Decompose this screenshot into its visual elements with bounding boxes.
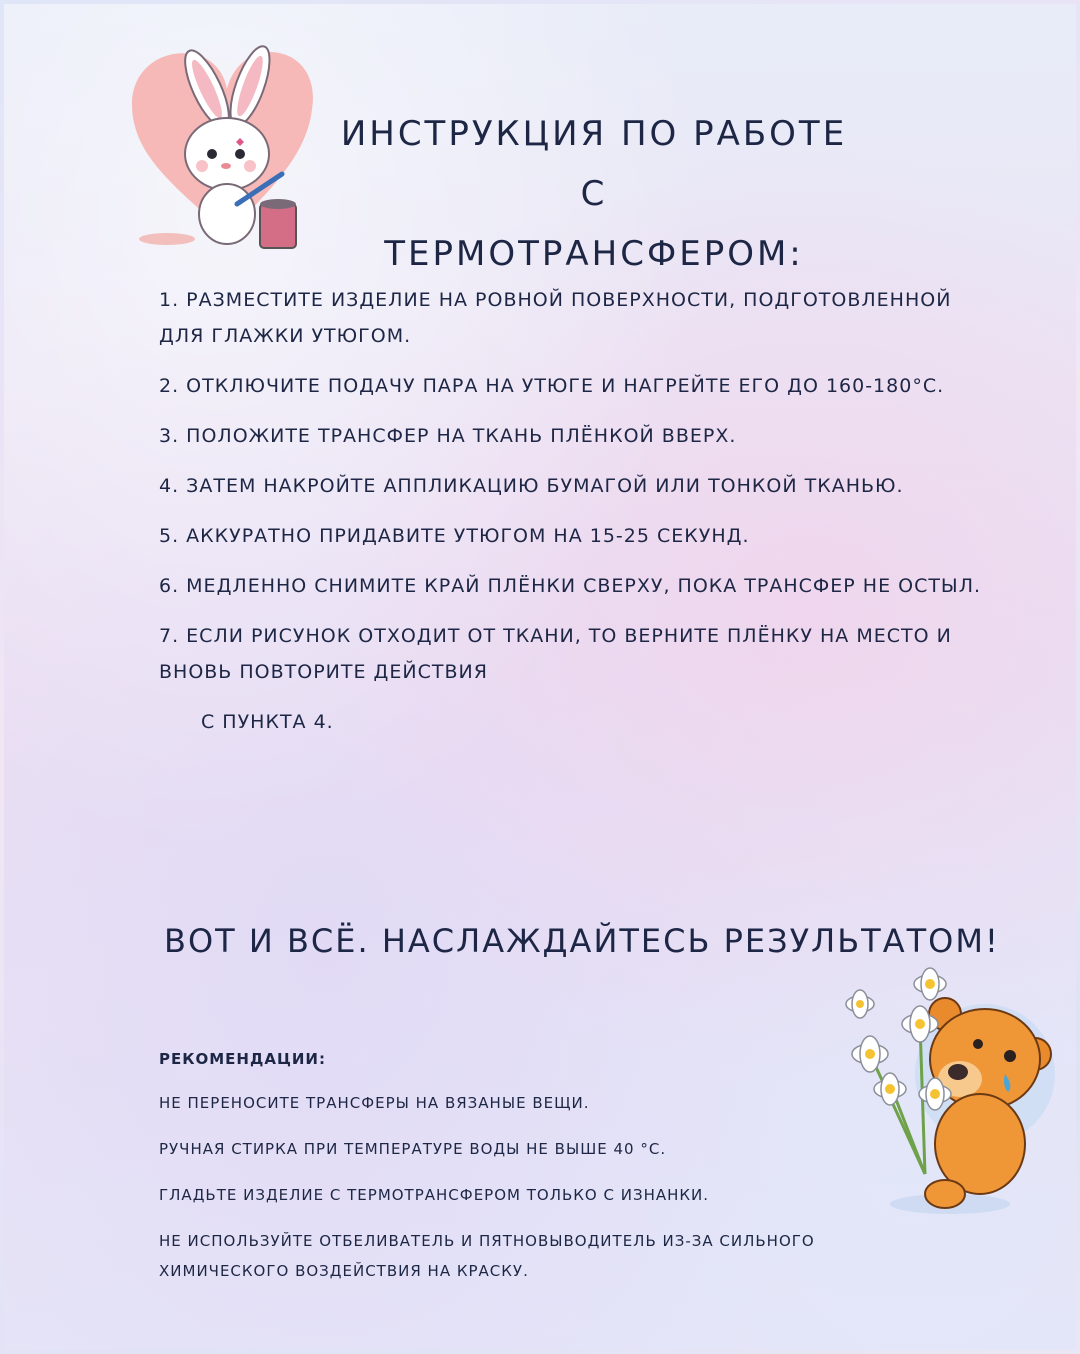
- step-5: 5. АККУРАТНО ПРИДАВИТЕ УТЮГОМ НА 15-25 СЕКУНД.: [159, 525, 750, 547]
- instruction-steps: [159, 282, 999, 754]
- recommendation-item: ГЛАДЬТЕ ИЗДЕЛИЕ С ТЕРМОТРАНСФЕРОМ ТОЛЬКО С ИЗНАНКИ.: [159, 1186, 710, 1204]
- instruction-card: [4, 4, 1076, 1350]
- step-3: 3. ПОЛОЖИТЕ ТРАНСФЕР НА ТКАНЬ ПЛЁНКОЙ ВВЕРХ.: [159, 425, 737, 447]
- title-line-1: ИНСТРУКЦИЯ ПО РАБОТЕ С: [340, 114, 848, 214]
- recommendation-item: НЕ ИСПОЛЬЗУЙТЕ ОТБЕЛИВАТЕЛЬ И ПЯТНОВЫВОДИТЕЛЬ ИЗ-ЗА СИЛЬНОГО ХИМИЧЕСКОГО ВОЗДЕЙСТВИЯ НА КРАСКУ.: [159, 1232, 815, 1280]
- finale-heading: ВОТ И ВСЁ. НАСЛАЖДАЙТЕСЬ РЕЗУЛЬТАТОМ!: [164, 922, 1000, 960]
- recommendation-item: НЕ ПЕРЕНОСИТЕ ТРАНСФЕРЫ НА ВЯЗАНЫЕ ВЕЩИ.: [159, 1094, 590, 1112]
- title-line-2: ТЕРМОТРАНСФЕРОМ:: [384, 234, 804, 274]
- step-1: 1. РАЗМЕСТИТЕ ИЗДЕЛИЕ НА РОВНОЙ ПОВЕРХНОСТИ, ПОДГОТОВЛЕННОЙ ДЛЯ ГЛАЖКИ УТЮГОМ.: [159, 289, 952, 347]
- step-7-continuation: С ПУНКТА 4.: [201, 711, 334, 733]
- step-4: 4. ЗАТЕМ НАКРОЙТЕ АППЛИКАЦИЮ БУМАГОЙ ИЛИ ТОНКОЙ ТКАНЬЮ.: [159, 475, 904, 497]
- recommendations-heading: РЕКОМЕНДАЦИИ:: [159, 1050, 326, 1068]
- bear-illustration: [810, 964, 1060, 1224]
- page-title: [334, 104, 854, 284]
- recommendation-item: РУЧНАЯ СТИРКА ПРИ ТЕМПЕРАТУРЕ ВОДЫ НЕ ВЫШЕ 40 °С.: [159, 1140, 667, 1158]
- step-2: 2. ОТКЛЮЧИТЕ ПОДАЧУ ПАРА НА УТЮГЕ И НАГРЕЙТЕ ЕГО ДО 160-180°С.: [159, 375, 945, 397]
- step-7: 7. ЕСЛИ РИСУНОК ОТХОДИТ ОТ ТКАНИ, ТО ВЕРНИТЕ ПЛЁНКУ НА МЕСТО И ВНОВЬ ПОВТОРИТЕ ДЕЙСТВИЯ: [159, 625, 952, 683]
- step-6: 6. МЕДЛЕННО СНИМИТЕ КРАЙ ПЛЁНКИ СВЕРХУ, ПОКА ТРАНСФЕР НЕ ОСТЫЛ.: [159, 575, 982, 597]
- bunny-illustration: [132, 44, 322, 259]
